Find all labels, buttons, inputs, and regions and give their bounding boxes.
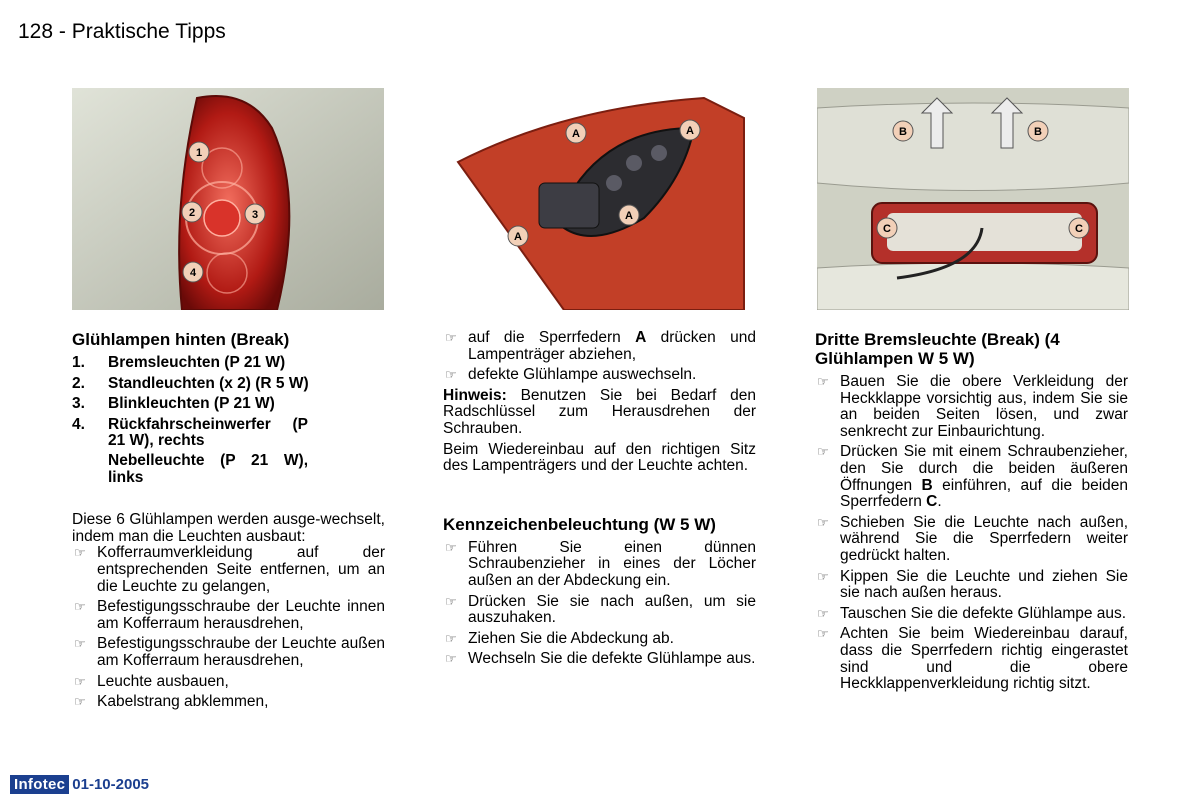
callout-b-1: B xyxy=(899,126,907,138)
callout-a-4: A xyxy=(514,231,522,243)
page-title: 128 - Praktische Tipps xyxy=(18,20,226,43)
callout-a-1: A xyxy=(572,128,580,140)
pointing-hand-icon: ☞ xyxy=(445,539,457,555)
pointing-hand-icon: ☞ xyxy=(817,444,829,460)
list-item: ☞ Bauen Sie die obere Verkleidung der Heckklappe vorsichtig aus, indem Sie sie an beiden Seiten lösen, und zwar senkrecht zur Einbaurichtung. xyxy=(817,373,1128,440)
bulb-item: 2. Standleuchten (x 2) (R 5 W) xyxy=(72,374,309,392)
list-item: ☞ defekte Glühlampe auswechseln. xyxy=(445,366,697,384)
steps-list-cont xyxy=(443,330,756,384)
pointing-hand-icon: ☞ xyxy=(817,514,829,530)
list-item: ☞ Kippen Sie die Leuchte und ziehen Sie sie nach außen heraus. xyxy=(817,567,1128,602)
callout-3: 3 xyxy=(251,209,259,221)
pointing-hand-icon: ☞ xyxy=(817,605,829,621)
infotec-logo: Infotec xyxy=(10,775,69,794)
pointing-hand-icon: ☞ xyxy=(74,545,86,561)
column-3 xyxy=(815,330,1128,697)
pointing-hand-icon: ☞ xyxy=(445,593,457,609)
list-item: ☞ Kabelstrang abklemmen, xyxy=(74,693,269,711)
pointing-hand-icon: ☞ xyxy=(445,651,457,667)
hint-text: Hinweis: Benutzen Sie bei Bedarf den Radschlüssel zum Herausdrehen der Schrauben. xyxy=(443,386,756,437)
list-item: ☞ Kofferraumverkleidung auf der entsprechenden Seite entfernen, um an die Leuchte zu gelangen, xyxy=(74,544,385,595)
third-brake-light-figure xyxy=(817,88,1129,310)
list-item: ☞ auf die Sperrfedern A drücken und Lampenträger abziehen, xyxy=(445,329,756,363)
print-date: 01-10-2005 xyxy=(72,776,150,793)
steps-list xyxy=(72,545,385,710)
list-item: ☞ Schieben Sie die Leuchte nach außen, während Sie die Sperrfedern weiter gedrückt halten. xyxy=(817,513,1128,564)
callout-4: 4 xyxy=(189,267,197,279)
third-brake-steps xyxy=(815,374,1128,693)
pointing-hand-icon: ☞ xyxy=(74,673,86,689)
list-item: ☞ Wechseln Sie die defekte Glühlampe aus. xyxy=(445,650,756,668)
callout-1: 1 xyxy=(195,147,203,159)
pointing-hand-icon: ☞ xyxy=(74,636,86,652)
pointing-hand-icon: ☞ xyxy=(445,630,457,646)
pointing-hand-icon: ☞ xyxy=(74,599,86,615)
list-item: ☞ Leuchte ausbauen, xyxy=(74,672,229,690)
section-heading-rear-bulbs: Glühlampen hinten (Break) xyxy=(72,330,290,349)
bulb-item: 1. Bremsleuchten (P 21 W) xyxy=(72,354,286,371)
pointing-hand-icon: ☞ xyxy=(74,694,86,710)
rear-light-figure xyxy=(72,88,384,310)
pointing-hand-icon: ☞ xyxy=(445,330,457,345)
list-item: ☞ Ziehen Sie die Abdeckung ab. xyxy=(445,629,674,647)
section-heading-third-brake: Dritte Bremsleuchte (Break) (4 Glühlampen W 5 W) xyxy=(815,330,1060,368)
callout-2: 2 xyxy=(188,207,196,219)
reinstall-text: Beim Wiedereinbau auf den richtigen Sitz des Lampenträgers und der Leuchte achten. xyxy=(443,440,756,475)
column-1 xyxy=(72,330,385,715)
list-item: ☞ Führen Sie einen dünnen Schraubenzieher in eines der Löcher außen an der Abdeckung ein. xyxy=(445,538,756,589)
plate-light-steps xyxy=(443,540,756,668)
list-item: ☞ Achten Sie beim Wiedereinbau darauf, dass die Sperrfedern richtig eingerastet sind und die obere Heckklappenverkleidung richtig sitzt. xyxy=(817,625,1128,693)
pointing-hand-icon: ☞ xyxy=(817,568,829,584)
pointing-hand-icon: ☞ xyxy=(817,626,829,642)
callout-b-2: B xyxy=(1034,126,1042,138)
callout-a-3: A xyxy=(625,210,633,222)
pointing-hand-icon: ☞ xyxy=(817,374,829,389)
bulb-item: 4. Rückfahrscheinwerfer (P 21 W), rechts Nebelleuchte (P 21 W), links xyxy=(72,415,308,486)
lamp-holder-figure xyxy=(444,88,756,310)
column-2 xyxy=(443,330,756,672)
pointing-hand-icon: ☞ xyxy=(445,367,457,383)
list-item: ☞ Tauschen Sie die defekte Glühlampe aus. xyxy=(817,604,1127,622)
bulb-item: 3. Blinkleuchten (P 21 W) xyxy=(72,395,275,413)
footer xyxy=(10,775,149,794)
callout-a-2: A xyxy=(686,125,694,137)
callout-c-1: C xyxy=(883,223,891,235)
list-item: ☞ Drücken Sie sie nach außen, um sie auszuhaken. xyxy=(445,592,756,627)
callout-c-2: C xyxy=(1075,223,1083,235)
intro-text: Diese 6 Glühlampen werden ausge-wechselt, indem man die Leuchten ausbaut: xyxy=(72,511,385,545)
list-item: ☞ Befestigungsschraube der Leuchte außen am Kofferraum herausdrehen, xyxy=(74,635,385,669)
bulb-list xyxy=(72,355,385,486)
list-item: ☞ Drücken Sie mit einem Schraubenzieher, den Sie durch die beiden äußeren Öffnungen B einführen, auf die beiden Sperrfedern C. xyxy=(817,443,1128,511)
list-item: ☞ Befestigungsschraube der Leuchte innen am Kofferraum herausdrehen, xyxy=(74,598,385,632)
section-heading-plate-light: Kennzeichenbeleuchtung (W 5 W) xyxy=(443,514,716,534)
